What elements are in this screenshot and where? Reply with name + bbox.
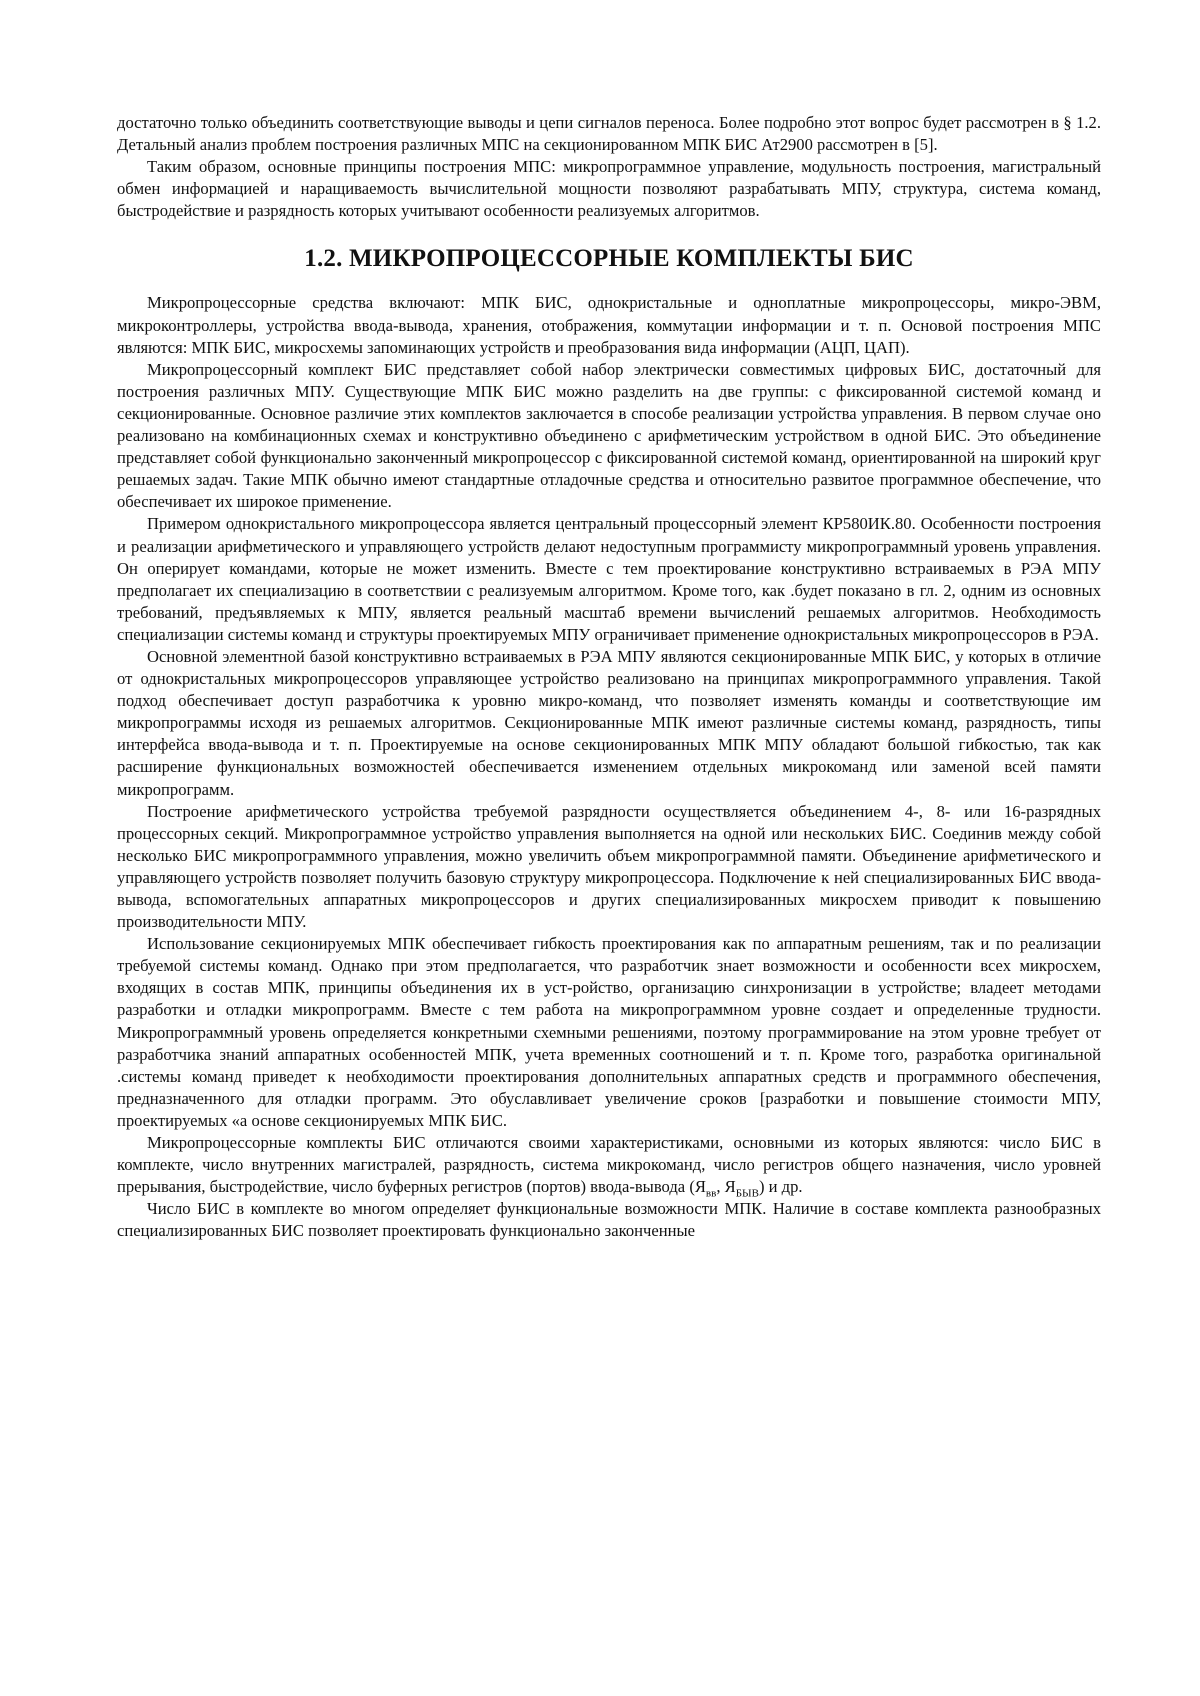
paragraph: Использование секционируемых МПК обеспечивает гибкость проектирования как по аппаратным решениям, так и по реализации требуемой системы команд. Однако при этом предполагается, что разработчик знает возможности и особенности всех микросхем, входящих в состав МПК, принципы объединения их в уст-ройство, организацию синхронизации в устройстве; владеет методами разработки и отладки микропрограмм. Вместе с тем работа на микропрограммном уровне создает и определенные трудности. Микропрограммный уровень определяется конкретными схемными решениями, поэтому программирование на этом уровне требует от разработчика знаний аппаратных особенностей МПК, учета временных соотношений и т. п. Кроме того, разработка оригинальной .системы команд приведет к необходимости проектирования дополнительных аппаратных средств и программного обеспечения, предназначенного для отладки программ. Это обуславливает увеличение сроков [разработки и повышение стоимости МПУ, проектируемых «а основе секционируемых МПК БИС. <box>117 934 1101 1130</box>
paragraph: Основной элементной базой конструктивно встраиваемых в РЭА МПУ являются секционированные МПК БИС, у которых в отличие от однокристальных микропроцессоров управляющее устройство реализовано на принципах микропрограммного управления. Такой подход обеспечивает доступ разработчика к уровню микро-команд, что позволяет изменять команды и соответствующие им микропрограммы исходя из решаемых алгоритмов. Секционированные МПК имеют различные системы команд, разрядность, типы интерфейса ввода-вывода и т. п. Проектируемые на основе секционированных МПК МПУ обладают большой гибкостью, так как расширение функциональных возможностей обеспечивается изменением отдельных микрокоманд или заменой всей памяти микропрограмм. <box>117 646 1101 799</box>
formula-separator: , Я <box>716 1177 736 1197</box>
paragraph: Число БИС в комплекте во многом определяет функциональные возможности МПК. Наличие в составе комплекта разнообразных специализированных БИС позволяет проектировать функционально законченные <box>117 1199 1101 1241</box>
paragraph-text: Микропроцессорные комплекты БИС отличаются своими характеристиками, основными из которых являются: число БИС в комплекте, число внутренних магистралей, разрядность, система микрокоманд, число регистров общего назначения, число уровней прерывания, быстродействие, число буферных регистров (портов) ввода-вывода (Я <box>117 1133 1101 1197</box>
subscript-out: БЫВ <box>735 1187 759 1200</box>
paragraph-characteristics <box>117 1132 1101 1198</box>
paragraph: достаточно только объединить соответствующие выводы и цепи сигналов переноса. Более подробно этот вопрос будет рассмотрен в § 1.2. Детальный анализ проблем построения различных МПС на секционированном МПК БИС Ат2900 рассмотрен в [5]. <box>117 113 1101 155</box>
paragraph: Примером однокристального микропроцессора является центральный процессорный элемент КР580ИК.80. Особенности построения и реализации арифметического и управляющего устройств делают недоступным программисту микропрограммный уровень управления. Он оперирует командами, которые не может изменить. Вместе с тем проектирование конструктивно встраиваемых в РЭА МПУ предполагает их специализацию в соответствии с реализуемым алгоритмом. Кроме того, как .будет показано в гл. 2, одним из основных требований, предъявляемых к МПУ, является реальный масштаб времени вычислений решаемых алгоритмов. Необходимость специализации системы команд и структуры проектируемых МПУ ограничивает применение однокристальных микропроцессоров в РЭА. <box>117 514 1101 644</box>
document-page <box>117 112 1101 1243</box>
section-heading: 1.2. МИКРОПРОЦЕССОРНЫЕ КОМПЛЕКТЫ БИС <box>304 245 914 273</box>
paragraph: Построение арифметического устройства требуемой разрядности осуществляется объединением 4-, 8- или 16-разрядных процессорных секций. Микропрограммное устройство управления выполняется на одной или нескольких БИС. Соединив между собой несколько БИС микропрограммного управления, можно увеличить объем микропрограммной памяти. Объединение арифметического и управляющего устройств позволяет получить базовую структуру микропроцессора. Подключение к ней специализированных БИС ввода-вывода, вспомогательных аппаратных микропроцессоров и других специализированных микросхем приводит к повышению производительности МПУ. <box>117 801 1101 932</box>
subscript-in: вв <box>705 1187 717 1200</box>
paragraph: Таким образом, основные принципы построения МПС: микропрограммное управление, модульность построения, магистральный обмен информацией и наращиваемость вычислительной мощности позволяют разрабатывать МПУ, структура, система команд, быстродействие и разрядность которых учитывают особенности реализуемых алгоритмов. <box>117 157 1101 221</box>
formula-tail: ) и др. <box>758 1177 803 1197</box>
paragraph: Микропроцессорные средства включают: МПК БИС, однокристальные и одноплатные микропроцессоры, микро-ЭВМ, микроконтроллеры, устройства ввода-вывода, хранения, отображения, коммутации информации и т. п. Основой построения МПС являются: МПК БИС, микросхемы запоминающих устройств и преобразования вида информации (АЦП, ЦАП). <box>117 293 1101 357</box>
paragraph: Микропроцессорный комплект БИС представляет собой набор электрически совместимых цифровых БИС, достаточный для построения различных МПУ. Существующие МПК БИС можно разделить на две группы: с фиксированной системой команд и секционированные. Основное различие этих комплектов заключается в способе реализации устройства управления. В первом случае оно реализовано на комбинационных схемах и конструктивно объединено с арифметическим устройством в одной БИС. Это объединение представляет собой функционально законченный микропроцессор с фиксированной системой команд, ориентированной на широкий круг решаемых задач. Такие МПК обычно имеют стандартные отладочные средства и относительно развитое программное обеспечение, что обеспечивает их широкое применение. <box>117 359 1101 512</box>
